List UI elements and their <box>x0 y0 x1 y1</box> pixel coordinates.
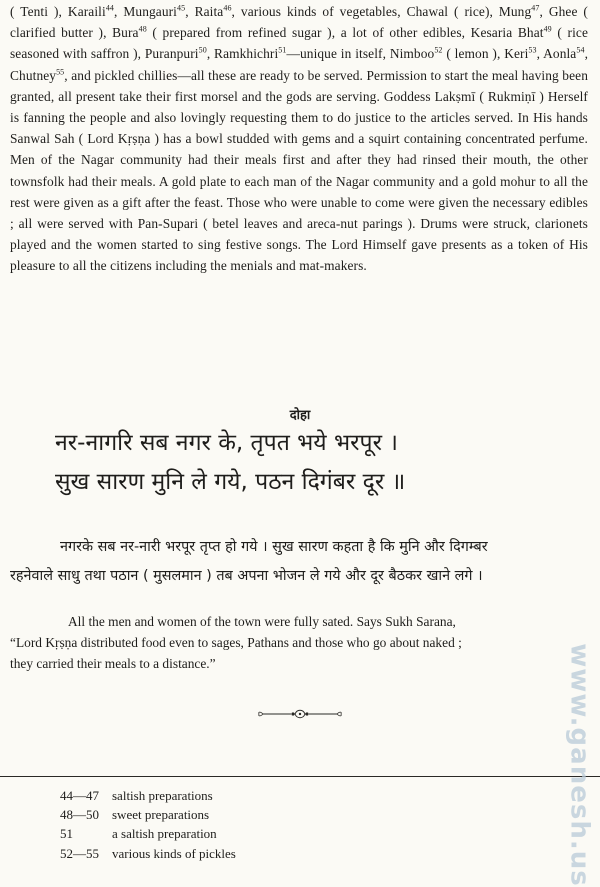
footnote-item <box>60 805 236 824</box>
paragraph-run: , Ramkhichri <box>206 46 279 62</box>
paragraph-run: ( Tenti ), Karaili <box>10 4 106 19</box>
footnote-marker: 55 <box>56 67 65 77</box>
footnote-marker: 49 <box>543 24 552 34</box>
doha-line-2: सुख सारण मुनि ले गये, पठन दिगंबर दूर ॥ <box>55 469 406 495</box>
paragraph-run: —unique in itself, Nimboo <box>286 46 435 62</box>
watermark <box>560 643 600 887</box>
ornament-divider <box>255 706 345 722</box>
footnote-text: a saltish preparation <box>112 826 217 842</box>
english-translation-line-1: All the men and women of the town were fully sated. Says Sukh Sarana, <box>68 614 456 629</box>
paragraph-run: , Aonla <box>536 46 577 62</box>
hindi-translation-line-2: रहनेवाले साधु तथा पठान ( मुसलमान ) तब अपना भोजन ले गये और दूर बैठकर खाने लगे । <box>10 568 483 584</box>
footnote-marker: 50 <box>198 45 207 55</box>
footnote-marker: 48 <box>138 24 147 34</box>
footnote-ref: 48—50 <box>60 807 99 823</box>
footnote-marker: 52 <box>434 45 443 55</box>
footnote-item <box>60 786 236 805</box>
footnote-marker: 53 <box>528 45 537 55</box>
footnote-item <box>60 844 236 863</box>
footnote-marker: 47 <box>531 3 540 13</box>
footnote-marker: 51 <box>278 45 287 55</box>
english-translation-line-2: “Lord Kṛṣṇa distributed food even to sages, Pathans and those who go about naked ; <box>10 635 462 651</box>
paragraph-run: , Raita <box>185 4 224 19</box>
paragraph-run: , various kinds of vegetables, Chawal ( rice), Mung <box>231 4 532 19</box>
paragraph-run: , Ghee ( clarified butter ), Bura <box>10 4 588 41</box>
footnote-text: various kinds of pickles <box>112 845 236 861</box>
footnote-marker: 45 <box>177 3 186 13</box>
footnote-marker: 44 <box>105 3 115 13</box>
english-translation-line-3: they carried their meals to a distance.” <box>10 656 216 672</box>
english-translation <box>10 611 588 675</box>
footnote-item <box>60 824 236 843</box>
footnote-ref: 44—47 <box>60 788 99 803</box>
hindi-translation-line-1: नगरके सब नर-नारी भरपूर तृप्त हो गये । सुख सारण कहता है कि मुनि और दिगम्बर <box>60 539 488 555</box>
paragraph-run: , Chutney <box>10 46 589 83</box>
paragraph-run: ( lemon ), Keri <box>442 46 529 62</box>
paragraph-run: , and pickled chillies—all these are ready to be served. Permission to start the meal having been granted, all present take their first morsel and the gods are serving. Goddess Lakṣmī ( Rukmiṇī ) Herself is fanning the people and also lovingly requesting them to do justice to the articles served. In His hands Sanwal Sah ( Lord Kṛṣṇa ) has a bowl studded with gems and a squirt containing concentrated perfume. Men of the Nagar community had their meals first and after they had rinsed their mouth, the other townsfolk had their meals. A gold plate to each man of the Nagar community and a gold mohur to all the rest were given as a gift after the feast. Those who were unable to come were given the necessary edibles ; all were served with Pan-Supari ( betel leaves and areca-nut parings ). Drums were struck, clarionets played and the women started to sing festive songs. The Lord Himself gave presents as a token of His pleasure to all the citizens including the menials and mat-makers. <box>10 67 588 274</box>
footnote-text: saltish preparations <box>112 788 213 803</box>
paragraph-run: ( rice seasoned with saffron ), Puranpuri <box>10 25 589 62</box>
paragraph-run: ( prepared from refined sugar ), a lot of other edibles, Kesaria Bhat <box>146 25 544 41</box>
footnote-marker: 46 <box>223 3 232 13</box>
doha-line-1: नर-नागरि सब नगर के, तृपत भये भरपूर । <box>55 430 399 456</box>
footnote-marker: 54 <box>576 45 585 55</box>
footnote-ref: 51 <box>60 826 73 842</box>
paragraph-run: , Mungauri <box>114 4 177 19</box>
footnote-ref: 52—55 <box>60 845 99 861</box>
footnote-divider <box>0 776 600 777</box>
main-paragraph <box>10 1 588 277</box>
footnotes-list <box>60 786 236 863</box>
doha-heading: दोहा <box>289 408 311 423</box>
watermark-text: www.ganesh.us <box>565 643 596 887</box>
footnote-text: sweet preparations <box>112 807 210 823</box>
